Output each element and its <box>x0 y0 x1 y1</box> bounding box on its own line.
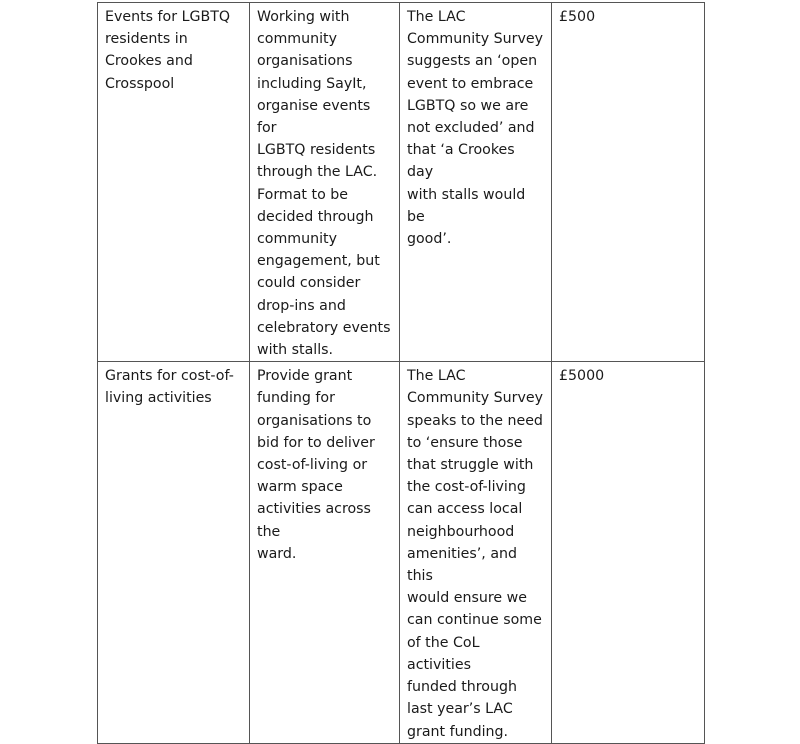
description-text: Provide grant funding for organisations to bid for to deliver cost-of-living or warm space activities across the ward. <box>257 368 375 562</box>
cost-cell <box>552 362 705 743</box>
funding-table <box>97 2 705 744</box>
cost-cell <box>552 3 705 362</box>
table-row <box>98 362 705 743</box>
evidence-cell <box>400 362 552 743</box>
description-cell <box>250 362 400 743</box>
table-row <box>98 3 705 362</box>
description-text: Working with community organisations including SayIt, organise events for LGBTQ residents through the LAC. Format to be decided through community engagement, but could consider drop-ins and celebratory events with stalls. <box>257 9 391 359</box>
evidence-cell <box>400 3 552 362</box>
activity-text: Grants for cost-of- living activities <box>105 368 234 407</box>
activity-text: Events for LGBTQ residents in Crookes and Crosspool <box>105 9 231 92</box>
description-cell <box>250 3 400 362</box>
evidence-text: The LAC Community Survey suggests an ‘open event to embrace LGBTQ so we are not excluded’ and that ‘a Crookes day with stalls would be good’. <box>407 9 543 248</box>
activity-cell <box>98 362 250 743</box>
activity-cell <box>98 3 250 362</box>
cost-text: £500 <box>559 9 596 25</box>
cost-text: £5000 <box>559 368 605 385</box>
evidence-text: The LAC Community Survey speaks to the need to ‘ensure those that struggle with the cost-of-living can access local neighbourhood amenities’, and this would ensure we can continue some of the CoL activities funded through last year’s LAC grant funding. <box>407 368 543 740</box>
